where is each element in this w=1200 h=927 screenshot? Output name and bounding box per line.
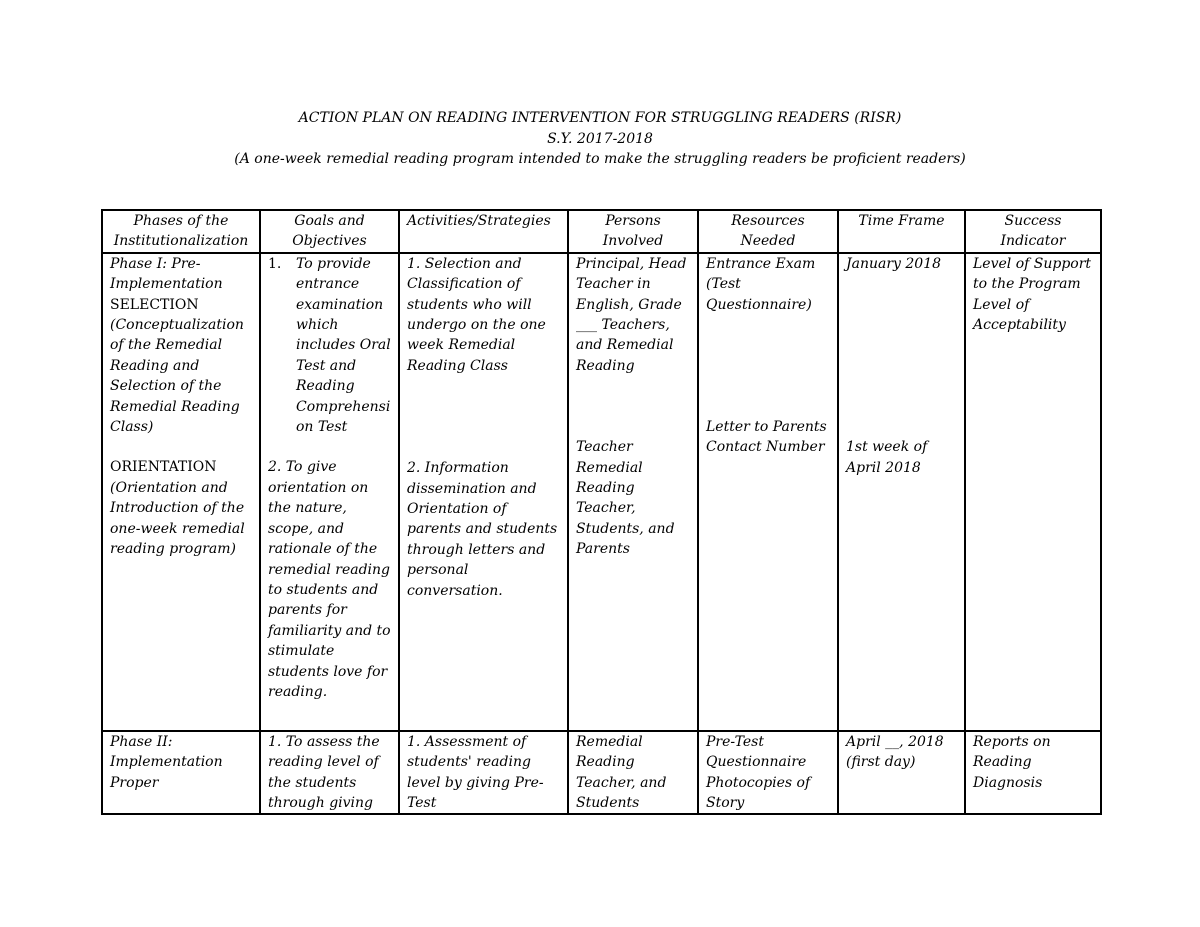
phase-orientation-title: ORIENTATION (110, 459, 217, 476)
activity-2: 2. Information dissemination and Orientation of parents and students through letters and personal conversation. (407, 460, 558, 599)
table-row (102, 731, 1101, 815)
action-plan-table (101, 209, 1102, 815)
phase-orientation-desc: (Orientation and Introduction of the one-week remedial reading program) (110, 479, 245, 558)
persons-cell: Remedial Reading Teacher, and Students (568, 731, 698, 815)
success-cell: Reports on Reading Diagnosis (965, 731, 1101, 815)
header-time-frame: Time Frame (838, 210, 965, 253)
phase-selection-title: SELECTION (110, 296, 199, 313)
header-goals: Goals and Objectives (260, 210, 399, 253)
persons-cell (568, 253, 698, 731)
resources-1: Entrance Exam (Test Questionnaire) (706, 255, 816, 313)
school-year: S.Y. 2017-2018 (547, 130, 653, 147)
activity-1: 1. Selection and Classification of students who will undergo on the one week Remedial Reading Class (407, 255, 546, 374)
table-row (102, 253, 1101, 731)
header-persons: Persons Involved (568, 210, 698, 253)
success-1: Level of Support to the Program Level of Acceptability (973, 255, 1092, 334)
phase-cell: Phase II: Implementation Proper (102, 731, 260, 815)
activities-cell: 1. Assessment of students' reading level by giving Pre-Test (399, 731, 568, 815)
time-2: 1st week of April 2018 (846, 439, 928, 476)
success-cell (965, 253, 1101, 731)
time-frame-cell: April __, 2018 (first day) (838, 731, 965, 815)
header-success: Success Indicator (965, 210, 1101, 253)
persons-2: Teacher Remedial Reading Teacher, Students, and Parents (576, 439, 675, 558)
resources-cell (698, 253, 838, 731)
document-title: ACTION PLAN ON READING INTERVENTION FOR STRUGGLING READERS (RISR) (298, 110, 902, 126)
time-1: January 2018 (846, 255, 942, 272)
goals-cell (260, 253, 399, 731)
header-resources: Resources Needed (698, 210, 838, 253)
table-header-row (102, 210, 1101, 253)
goals-cell: 1. To assess the reading level of the students through giving (260, 731, 399, 815)
document-subtitle: (A one-week remedial reading program intended to make the struggling readers be proficient readers) (234, 151, 966, 167)
header-phases: Phases of the Institutionalization (102, 210, 260, 253)
goal-1: 1. To provide entrance examination which includes Oral Test and Reading Comprehensi on Test (268, 255, 391, 436)
resources-2: Letter to Parents Contact Number (706, 419, 827, 456)
time-frame-cell (838, 253, 965, 731)
activities-cell (399, 253, 568, 731)
phase-cell: Phase I: Pre- Implementation SELECTION (Conceptualization of the Remedial Reading and Selection of the Remedial Reading Class) ORIENTATION (Orientation and Introduction of the one-week remedial reading program) (102, 253, 260, 731)
document-header (0, 108, 1200, 170)
resources-cell: Pre-Test Questionnaire Photocopies of Story (698, 731, 838, 815)
header-activities: Activities/Strategies (399, 210, 568, 253)
goal-2: 2. To give orientation on the nature, scope, and rationale of the remedial reading to students and parents for familiarity and to stimulate students love for reading. (268, 459, 391, 700)
persons-1: Principal, Head Teacher in English, Grade ___ Teachers, and Remedial Reading (576, 255, 687, 374)
